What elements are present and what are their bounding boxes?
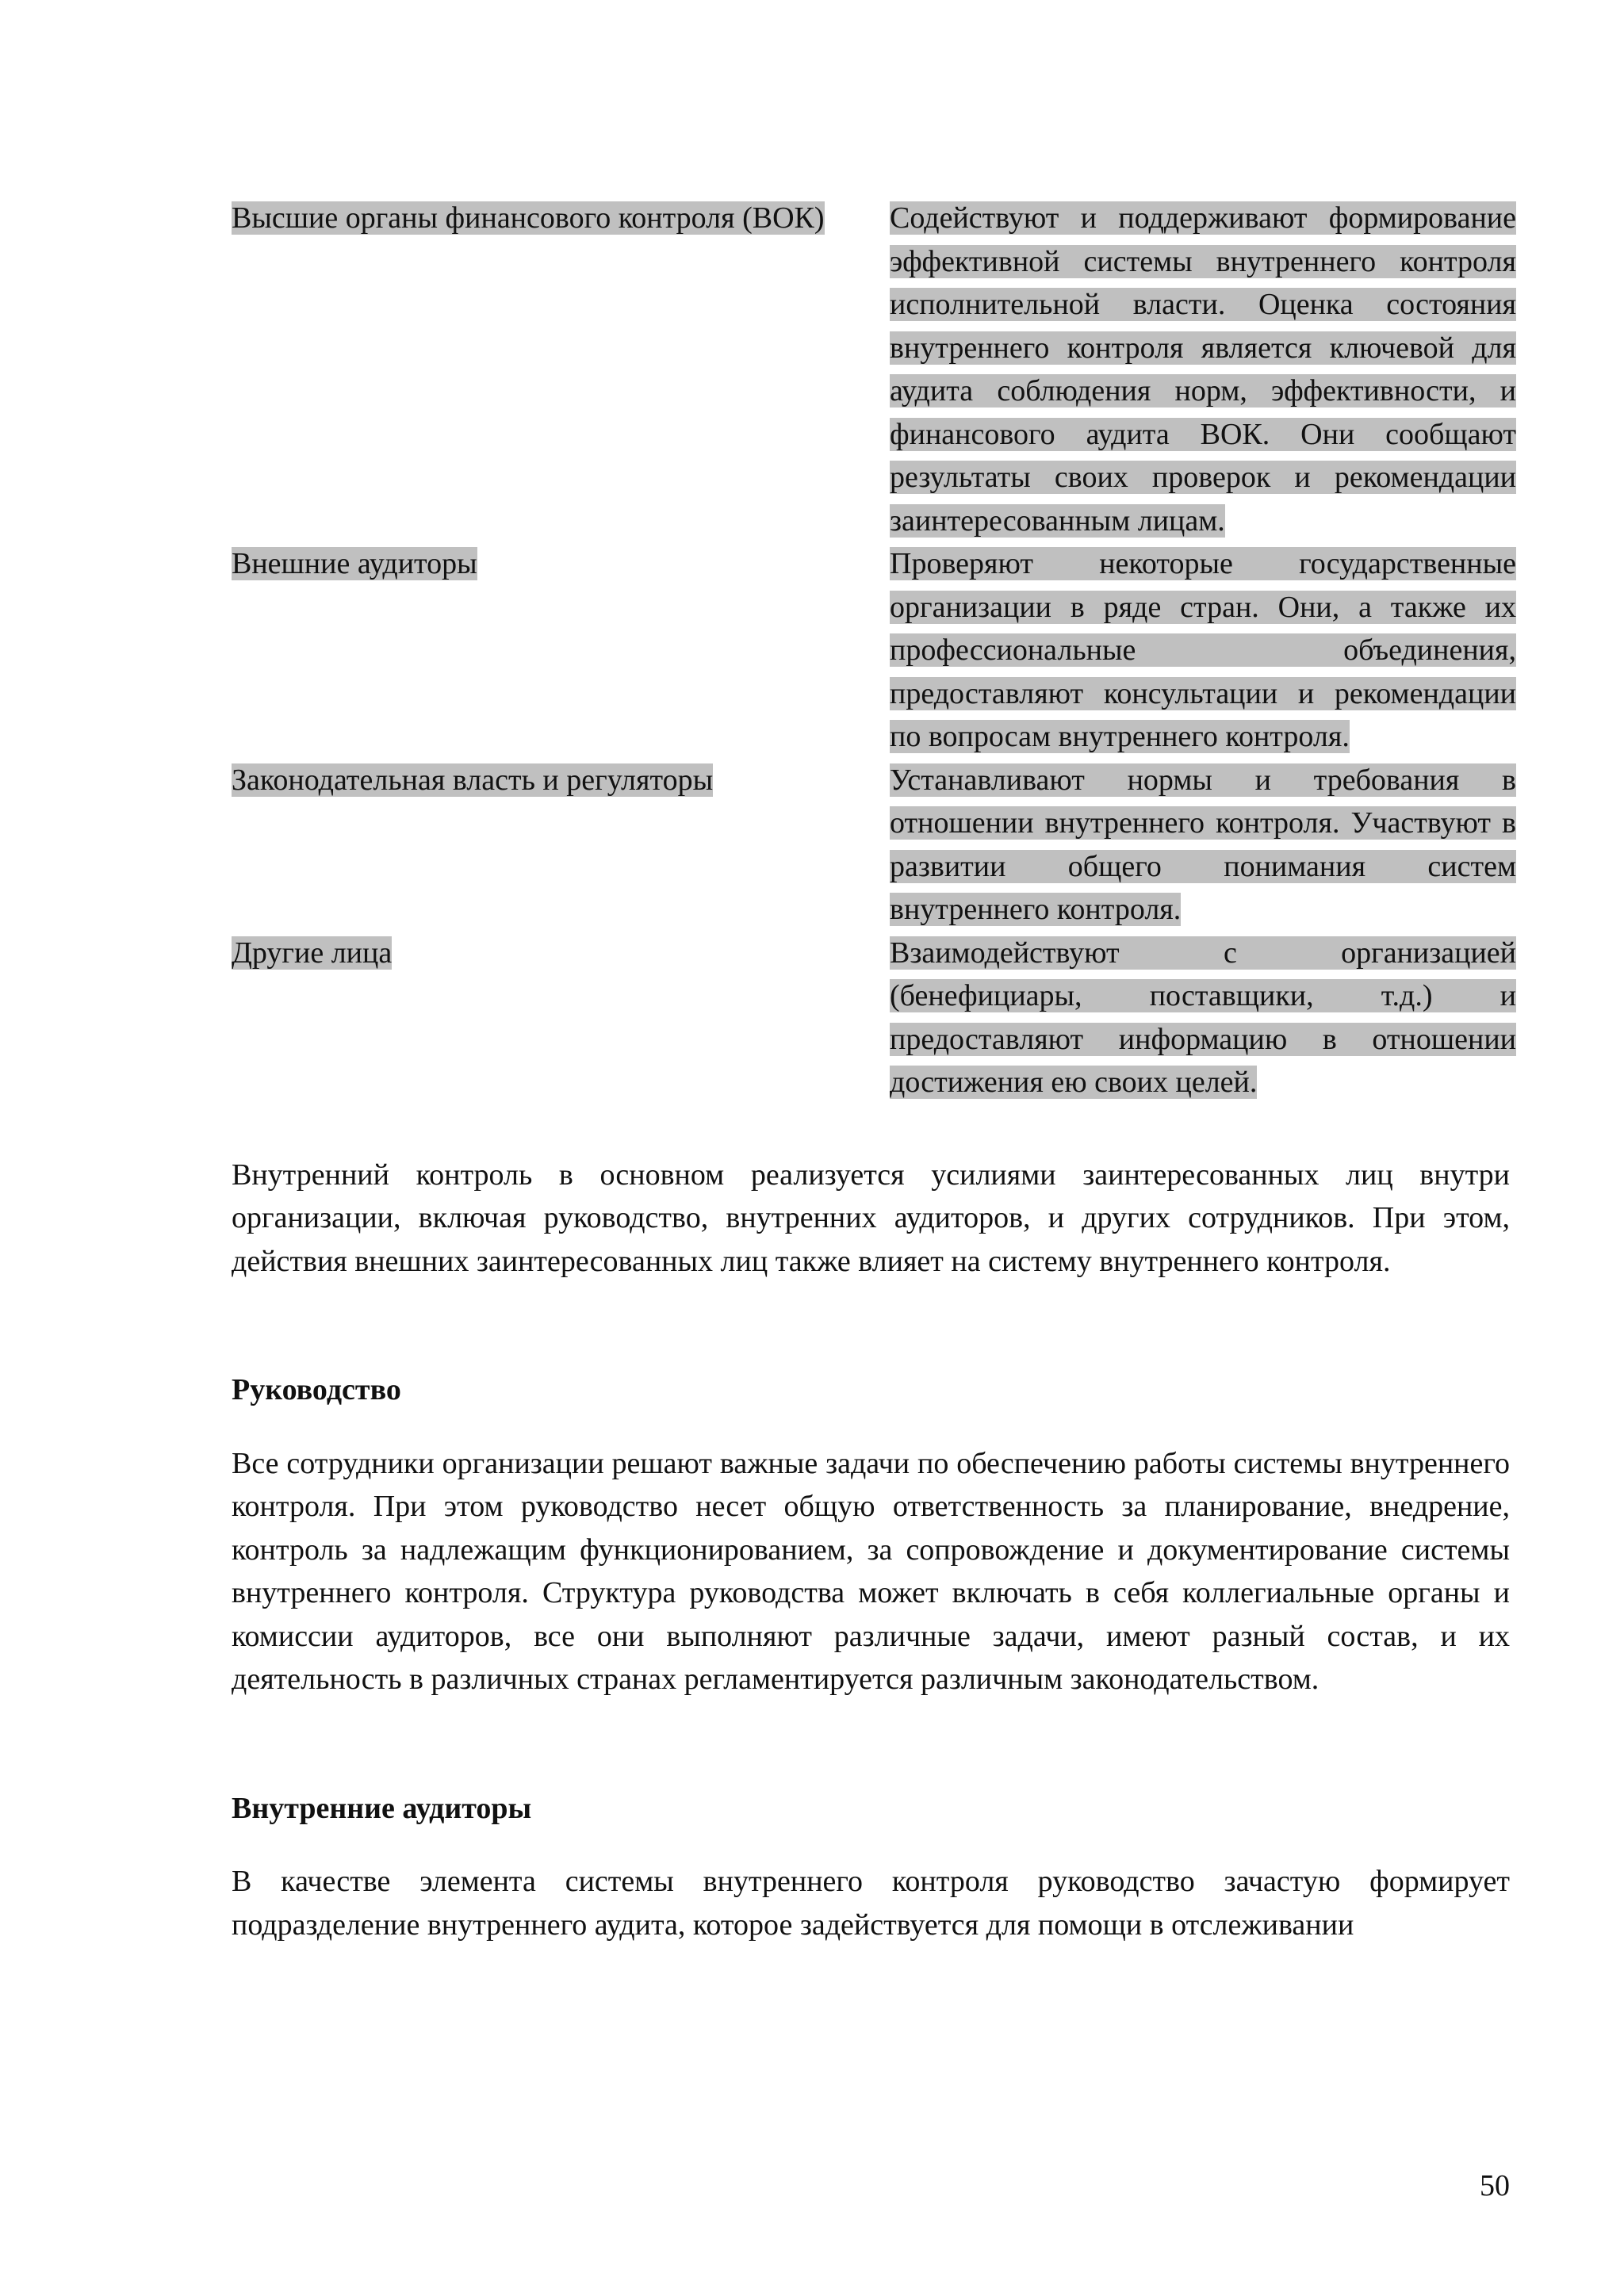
table-cell-role bbox=[890, 197, 1516, 542]
section-heading-internal-auditors: Внутренние аудиторы bbox=[232, 1791, 532, 1825]
party-text: Другие лица bbox=[232, 936, 393, 970]
table-cell-party bbox=[232, 932, 890, 1104]
section-paragraph-internal-auditors: В качестве элемента системы внутреннего контроля руководство зачастую формирует подразделение внутреннего аудита, которое задействуется для помощи в отслеживании bbox=[232, 1865, 1510, 1942]
role-text: Взаимодействуют с организацией (бенефициары, поставщики, т.д.) и предоставляют информацию в отношении достижения ею своих целей. bbox=[890, 936, 1516, 1099]
role-text: Устанавливают нормы и требования в отношении внутреннего контроля. Участвуют в развитии общего понимания систем внутреннего контроля. bbox=[890, 763, 1516, 926]
table-cell-party bbox=[232, 759, 890, 932]
party-text: Законодательная власть и регуляторы bbox=[232, 763, 714, 797]
table-cell-party bbox=[232, 542, 890, 759]
table-row bbox=[232, 542, 1516, 759]
stakeholders-table bbox=[232, 197, 1516, 1104]
intro-paragraph: Внутренний контроль в основном реализуется усилиями заинтересованных лиц внутри организации, включая руководство, внутренних аудиторов, и других сотрудников. При этом, действия внешних заинтересованных лиц также влияет на систему внутреннего контроля. bbox=[232, 1158, 1510, 1278]
table-row bbox=[232, 197, 1516, 542]
section-heading-management: Руководство bbox=[232, 1373, 401, 1406]
party-text: Внешние аудиторы bbox=[232, 547, 477, 580]
role-text: Проверяют некоторые государственные организации в ряде стран. Они, а также их профессиональные объединения, предоставляют консультации и рекомендации по вопросам внутреннего контроля. bbox=[890, 547, 1516, 753]
table-cell-party bbox=[232, 197, 890, 542]
page-number: 50 bbox=[1480, 2169, 1510, 2202]
table-cell-role bbox=[890, 542, 1516, 759]
table-row bbox=[232, 932, 1516, 1104]
table-cell-role bbox=[890, 932, 1516, 1104]
table-cell-role bbox=[890, 759, 1516, 932]
document-page bbox=[232, 197, 1516, 1946]
section-paragraph-management: Все сотрудники организации решают важные задачи по обеспечению работы системы внутреннего контроля. При этом руководство несет общую ответственность за планирование, внедрение, контроль за надлежащим функционированием, за сопровождение и документирование системы внутреннего контроля. Структура руководства может включать в себя коллегиальные органы и комиссии аудиторов, все они выполняют различные задачи, имеют разный состав, и их деятельность в различных странах регламентируется различным законодательством. bbox=[232, 1446, 1510, 1696]
party-text: Высшие органы финансового контроля (ВОК) bbox=[232, 201, 825, 235]
role-text: Содействуют и поддерживают формирование эффективной системы внутреннего контроля исполнительной власти. Оценка состояния внутреннего контроля является ключевой для аудита соблюдения норм, эффективности, и финансового аудита ВОК. Они сообщают результаты своих проверок и рекомендации заинтересованным лицам. bbox=[890, 201, 1516, 538]
table-row bbox=[232, 759, 1516, 932]
